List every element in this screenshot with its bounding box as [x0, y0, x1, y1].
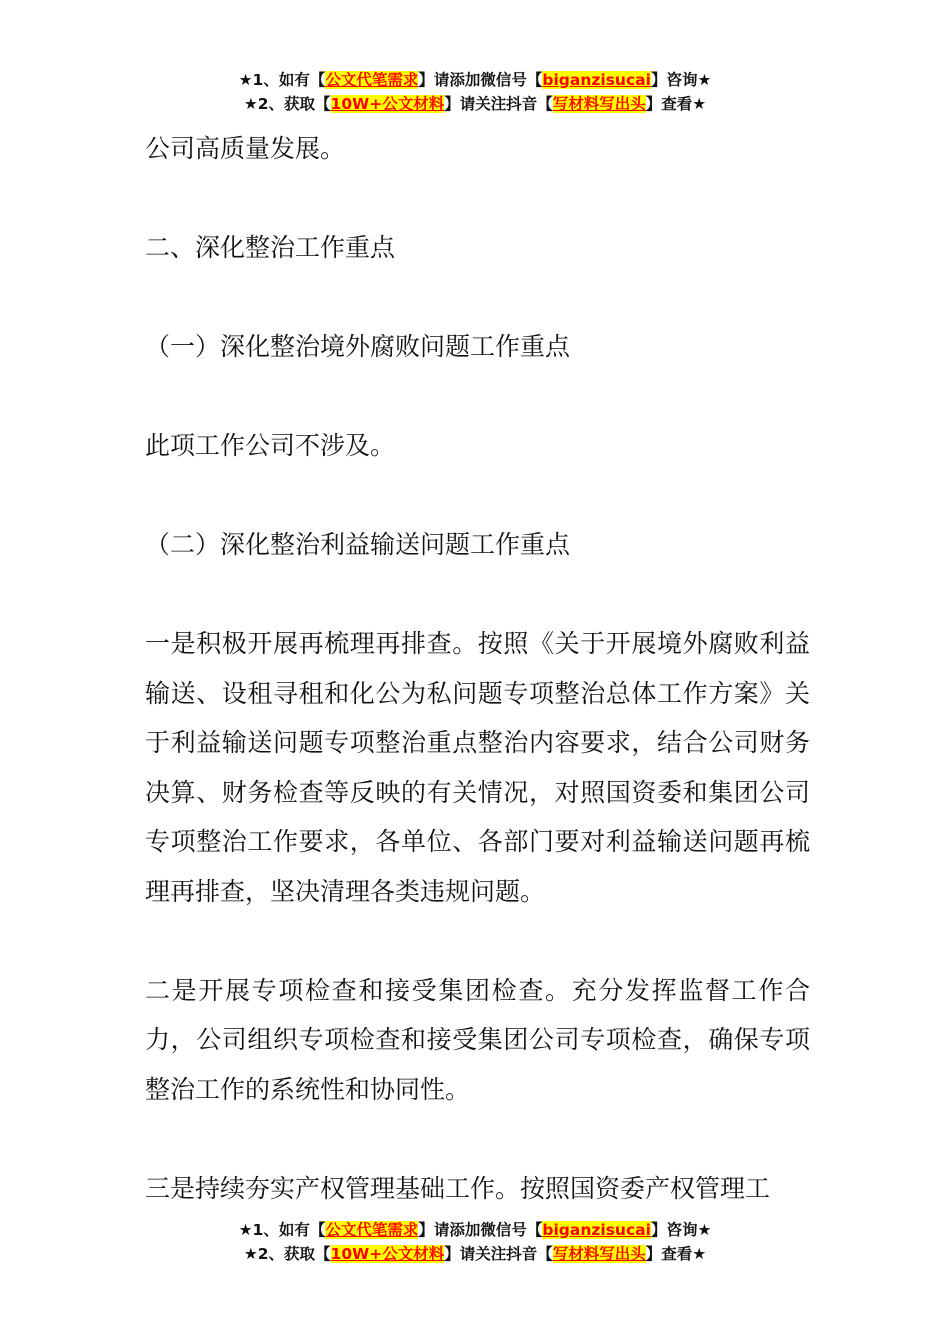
banner-text: 】咨询★ — [650, 1221, 712, 1239]
banner-line-2 — [0, 1242, 950, 1266]
banner-highlight: biganzisucai — [542, 71, 651, 89]
banner-text: 】请添加微信号【 — [418, 1221, 543, 1239]
banner-line-1 — [0, 1218, 950, 1242]
banner-text: ★1、如有【 — [238, 1221, 326, 1239]
subsection-heading: （一）深化整治境外腐败问题工作重点 — [145, 332, 571, 361]
banner-line-1 — [0, 68, 950, 92]
banner-text: ★2、获取【 — [243, 95, 331, 113]
banner-text: ★2、获取【 — [243, 1245, 331, 1263]
paragraph: 一是积极开展再梳理再排查。按照《关于开展境外腐败利益输送、设租寻租和化公为私问题专项整治总体工作方案》关于利益输送问题专项整治重点整治内容要求，结合公司财务决算、财务检查等反映的有关情况，对照国资委和集团公司专项整治工作要求，各单位、各部门要对利益输送问题再梳理再排查，坚决清理各类违规问题。 — [145, 629, 810, 906]
paragraph: 公司高质量发展。 — [145, 134, 346, 163]
banner-text: 】请添加微信号【 — [418, 71, 543, 89]
banner-highlight: 10W+公文材料 — [330, 95, 445, 113]
section-heading: 二、深化整治工作重点 — [145, 233, 396, 262]
banner-highlight: 10W+公文材料 — [330, 1245, 445, 1263]
header-banner — [0, 68, 950, 116]
banner-line-2 — [0, 92, 950, 116]
banner-text: 】请关注抖音【 — [444, 95, 553, 113]
paragraph: 二是开展专项检查和接受集团检查。充分发挥监督工作合力，公司组织专项检查和接受集团公司专项检查，确保专项整治工作的系统性和协同性。 — [145, 975, 810, 1104]
banner-highlight: 写材料写出头 — [552, 95, 646, 113]
banner-highlight: 公文代笔需求 — [325, 71, 419, 89]
banner-text: 】查看★ — [645, 95, 707, 113]
banner-text: 】查看★ — [645, 1245, 707, 1263]
banner-text: ★1、如有【 — [238, 71, 326, 89]
paragraph: 此项工作公司不涉及。 — [145, 431, 396, 460]
banner-text: 】咨询★ — [650, 71, 712, 89]
paragraph: 三是持续夯实产权管理基础工作。按照国资委产权管理工 — [145, 1173, 771, 1203]
subsection-heading: （二）深化整治利益输送问题工作重点 — [145, 530, 571, 559]
footer-banner — [0, 1218, 950, 1266]
banner-text: 】请关注抖音【 — [444, 1245, 553, 1263]
banner-highlight: biganzisucai — [542, 1221, 651, 1239]
banner-highlight: 写材料写出头 — [552, 1245, 646, 1263]
document-body — [145, 124, 810, 1213]
banner-highlight: 公文代笔需求 — [325, 1221, 419, 1239]
